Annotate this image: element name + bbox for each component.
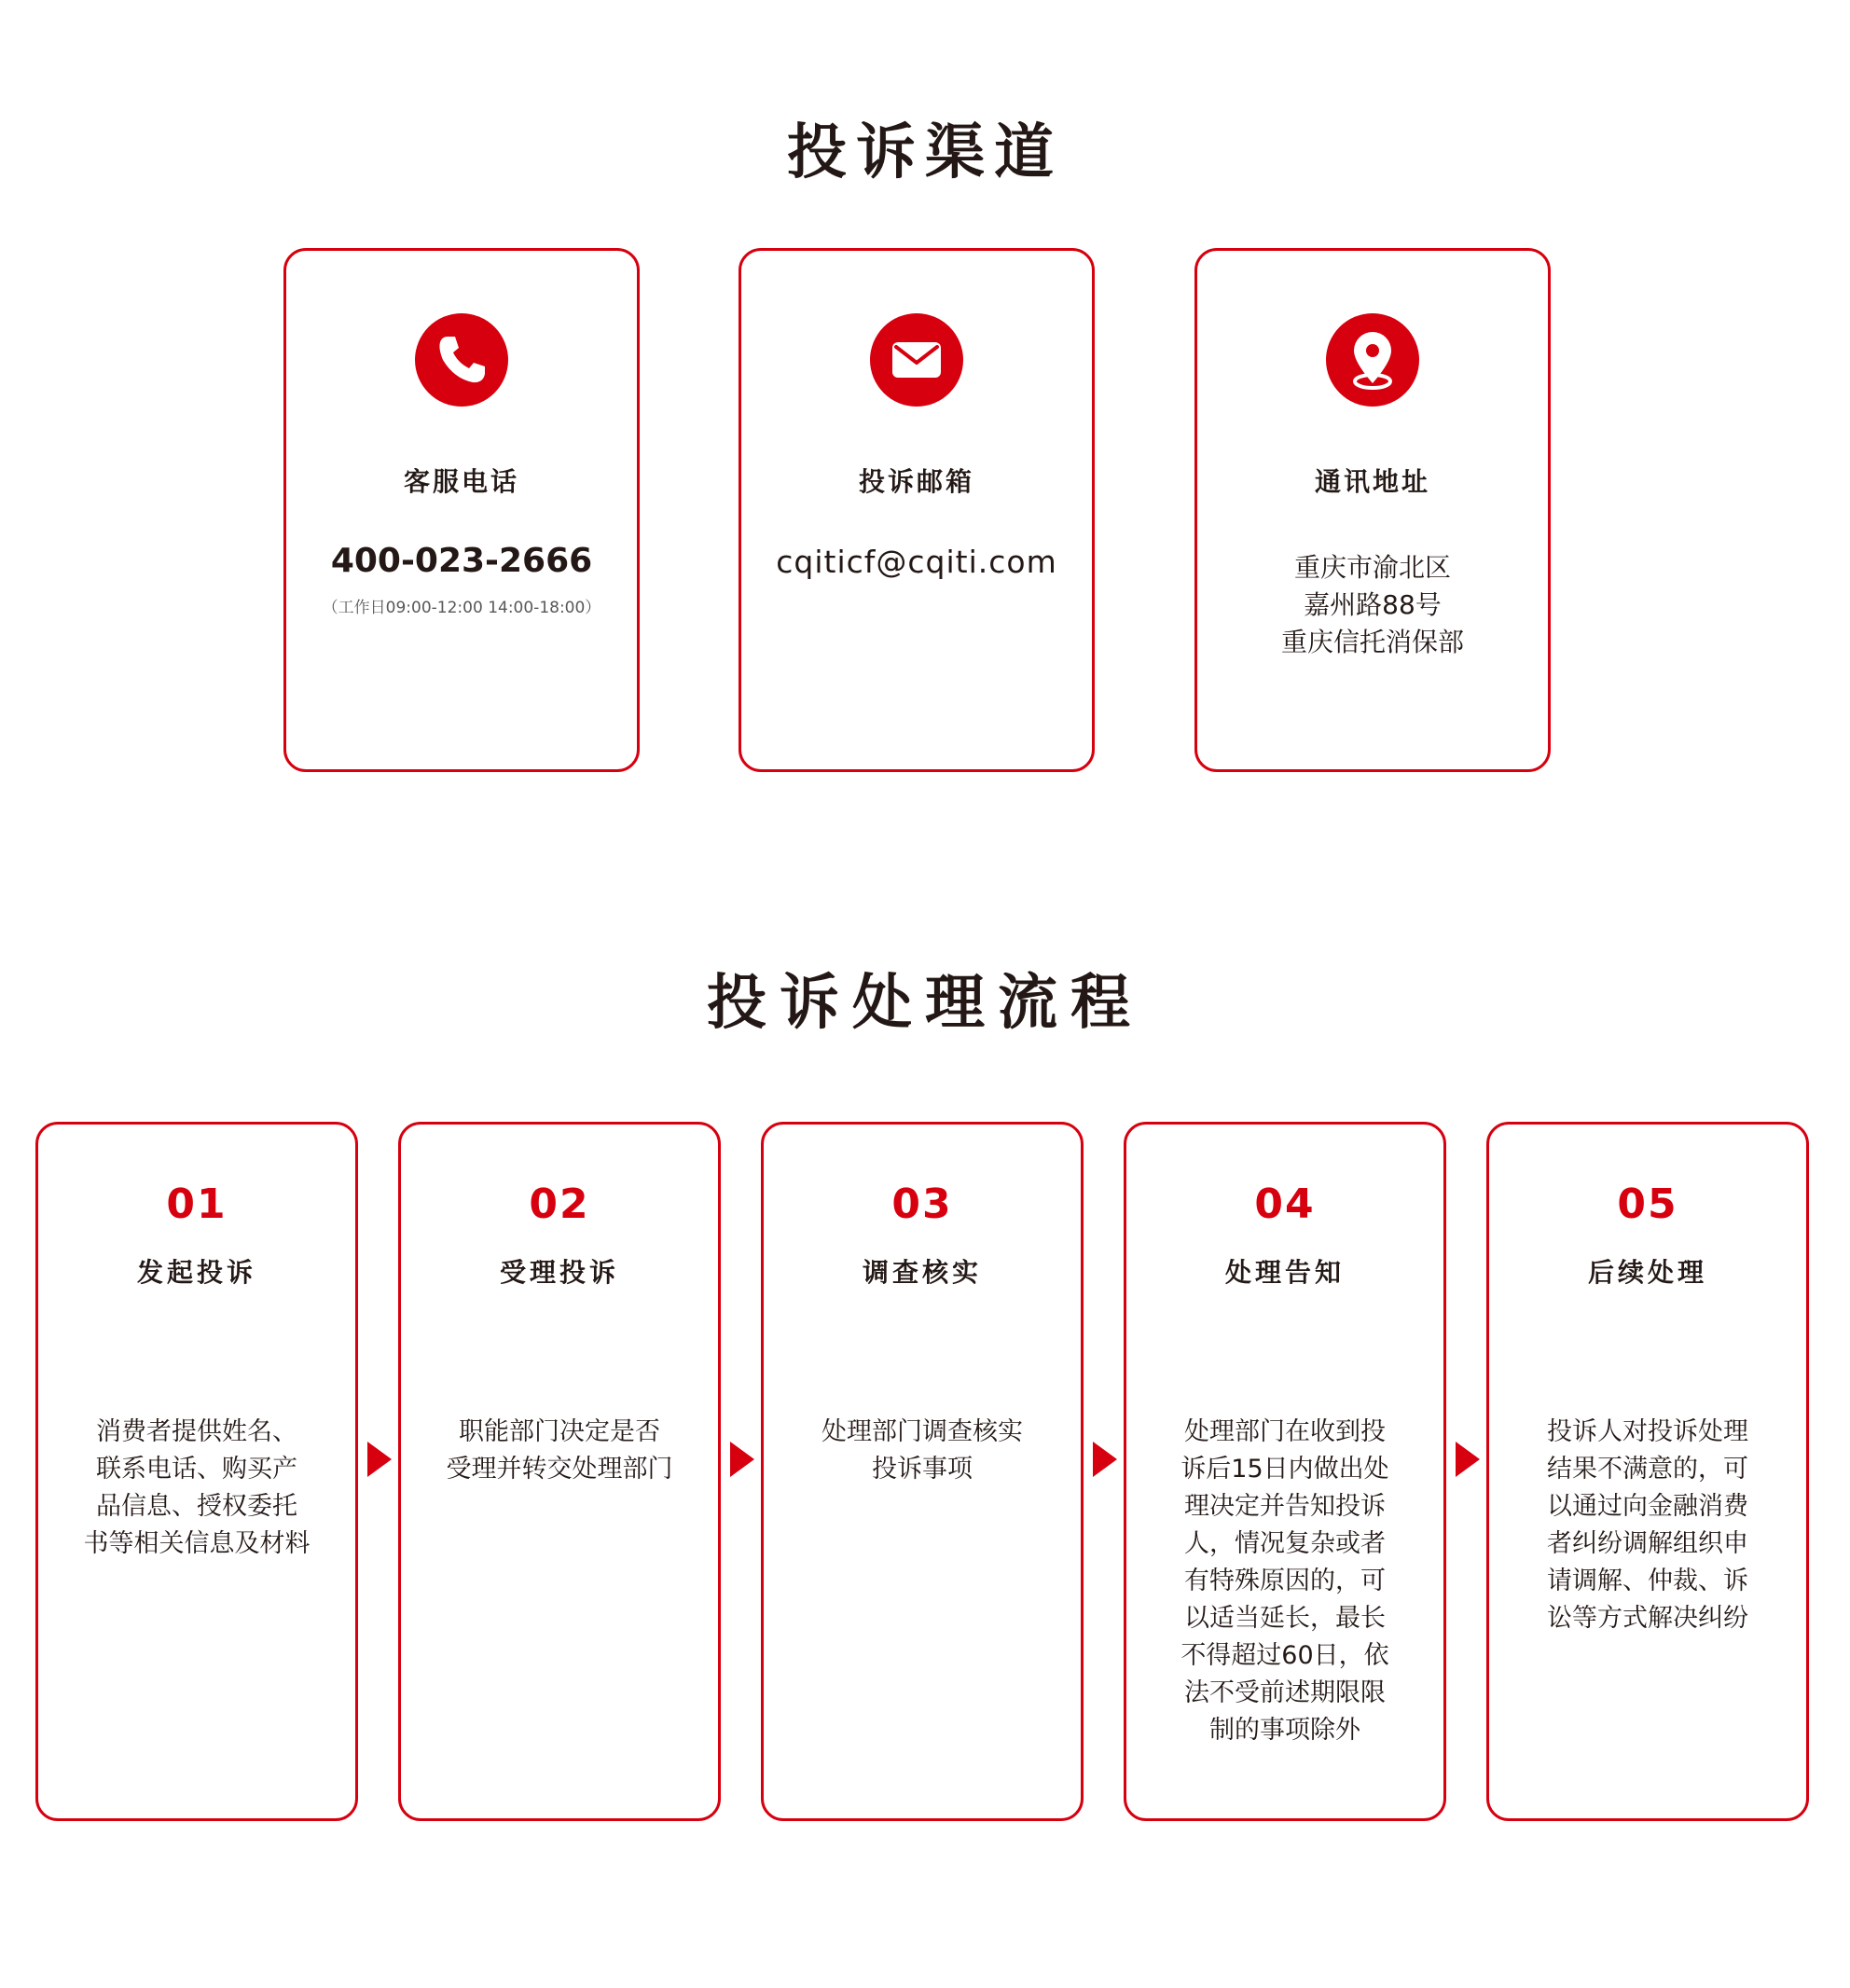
step-number: 04 [1254, 1180, 1316, 1228]
step-description: 处理部门调查核实 投诉事项 [821, 1417, 1023, 1484]
address-line: 重庆信托消保部 [1280, 627, 1464, 657]
step-description: 处理部门在收到投 诉后15日内做出处 理决定并告知投诉 人，情况复杂或者 有特殊原因的，可 以适当延长，最长 不得超过60日，依 法不受前述期限限 制的事项除外 [1180, 1417, 1389, 1745]
email-channel-card [739, 248, 1095, 772]
arrow-right-icon [1093, 1442, 1117, 1477]
step-number: 03 [891, 1180, 953, 1228]
phone-hours: （工作日09:00-12:00 14:00-18:00） [322, 599, 601, 617]
step-title: 处理告知 [1224, 1257, 1345, 1288]
step-number: 02 [529, 1180, 590, 1228]
phone-channel-card [283, 248, 640, 772]
step-number: 01 [166, 1180, 228, 1228]
process-step-card [761, 1122, 1084, 1821]
arrow-right-icon [1456, 1442, 1480, 1477]
process-step-card [1486, 1122, 1809, 1821]
process-step-card [398, 1122, 721, 1821]
address-line: 嘉州路88号 [1304, 589, 1442, 620]
step-title: 发起投诉 [136, 1257, 256, 1288]
step-title: 受理投诉 [499, 1257, 619, 1288]
process-step-card [35, 1122, 358, 1821]
arrow-right-icon [730, 1442, 754, 1477]
step-description: 职能部门决定是否 受理并转交处理部门 [446, 1417, 673, 1484]
location-pin-icon [1326, 313, 1419, 407]
process-step-card [1124, 1122, 1446, 1821]
step-title: 后续处理 [1587, 1257, 1707, 1288]
channels-title: 投诉渠道 [787, 118, 1063, 187]
phone-number[interactable]: 400-023-2666 [330, 542, 593, 580]
mailing-address [1197, 549, 1548, 661]
address-label: 通讯地址 [1314, 466, 1430, 497]
email-label: 投诉邮箱 [858, 466, 974, 497]
step-number: 05 [1617, 1180, 1678, 1228]
step-description: 消费者提供姓名、 联系电话、购买产 品信息、授权委托 书等相关信息及材料 [83, 1417, 311, 1558]
mail-icon [870, 313, 963, 407]
step-description: 投诉人对投诉处理 结果不满意的，可 以通过向金融消费 者纠纷调解组织申 请调解、仲裁、诉 讼等方式解决纠纷 [1547, 1417, 1748, 1633]
address-channel-card [1194, 248, 1551, 772]
address-line: 重庆市渝北区 [1293, 552, 1451, 583]
email-address[interactable]: cqiticf@cqiti.com [776, 544, 1057, 580]
step-title: 调查核实 [862, 1257, 982, 1288]
process-title: 投诉处理流程 [707, 969, 1143, 1038]
phone-label: 客服电话 [403, 466, 519, 497]
phone-icon [415, 313, 508, 407]
arrow-right-icon [367, 1442, 392, 1477]
